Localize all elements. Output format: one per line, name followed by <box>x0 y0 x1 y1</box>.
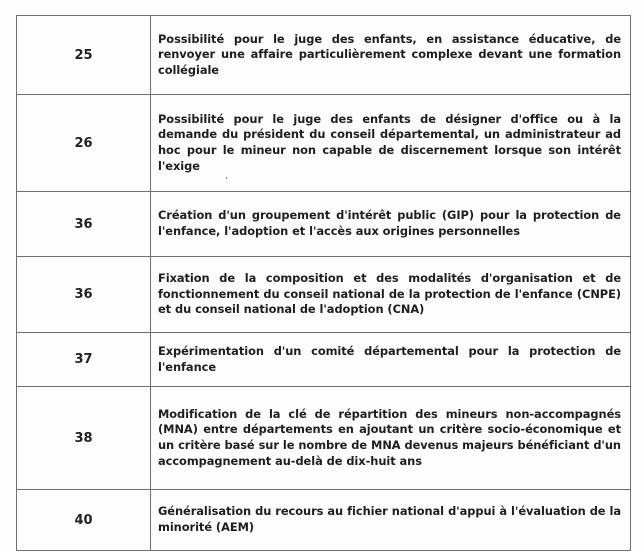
article-description: Fixation de la composition et des modalités d'organisation et de fonctionnement du conseil national de la protection de l'enfance (CNPE) et du conseil national de l'adoption (CNA) <box>151 257 631 333</box>
article-number: 37 <box>17 333 151 387</box>
table-row <box>17 257 631 333</box>
table-row <box>17 333 631 387</box>
table-row <box>17 192 631 257</box>
table-row <box>17 490 631 551</box>
table-row <box>17 16 631 95</box>
scan-speck <box>226 177 227 179</box>
table-row <box>17 95 631 192</box>
article-number: 38 <box>17 387 151 490</box>
article-description: Modification de la clé de répartition des mineurs non-accompagnés (MNA) entre départements en ajoutant un critère socio-économique et un critère basé sur le nombre de MNA devenus majeurs bénéficiant d'un accompagnement au-delà de dix-huit ans <box>151 387 631 490</box>
article-description: Expérimentation d'un comité départemental pour la protection de l'enfance <box>151 333 631 387</box>
article-description: Création d'un groupement d'intérêt public (GIP) pour la protection de l'enfance, l'adoption et l'accès aux origines personnelles <box>151 192 631 257</box>
table-row <box>17 387 631 490</box>
article-description: Possibilité pour le juge des enfants, en assistance éducative, de renvoyer une affaire particulièrement complexe devant une formation collégiale <box>151 16 631 95</box>
articles-table <box>16 15 631 551</box>
article-number: 40 <box>17 490 151 551</box>
article-number: 36 <box>17 192 151 257</box>
article-number: 36 <box>17 257 151 333</box>
article-description: Possibilité pour le juge des enfants de désigner d'office ou à la demande du président du conseil départemental, un administrateur ad hoc pour le mineur non capable de discernement lorsque son intérêt l'exige <box>151 95 631 192</box>
article-number: 26 <box>17 95 151 192</box>
article-number: 25 <box>17 16 151 95</box>
article-description: Généralisation du recours au fichier national d'appui à l'évaluation de la minorité (AEM) <box>151 490 631 551</box>
